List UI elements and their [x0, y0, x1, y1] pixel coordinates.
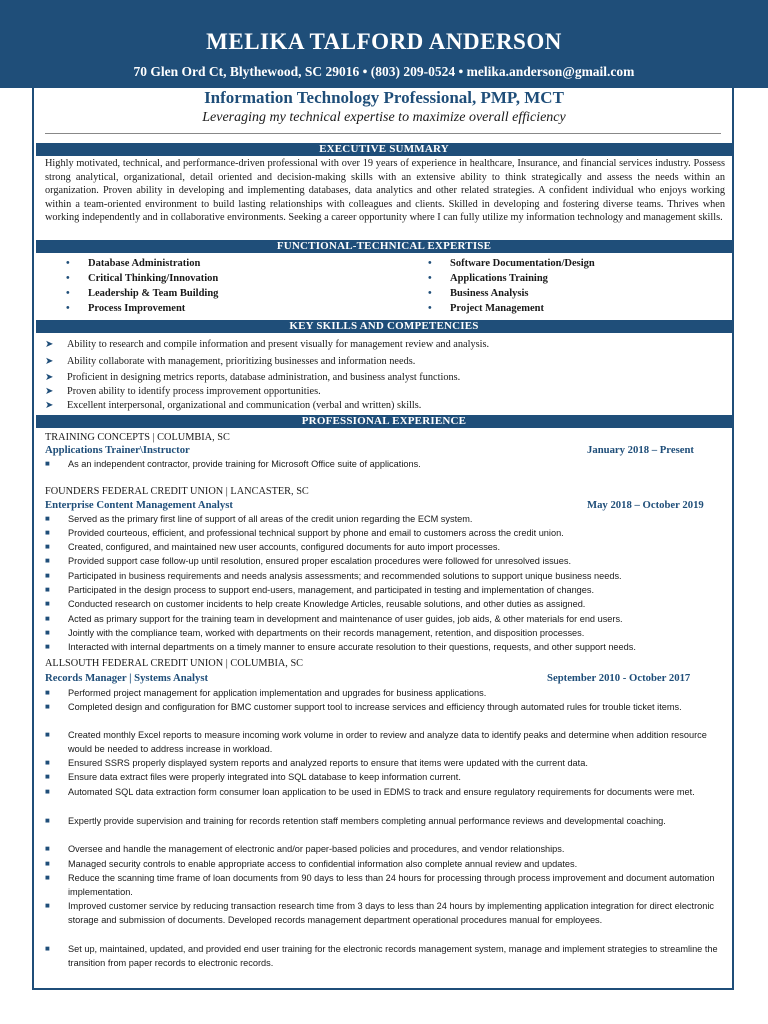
job-bullet: ■ Expertly provide supervision and training for records retention staff members completing annual performance reviews and developmental coaching.	[45, 814, 721, 828]
job-bullet: ■ Reduce the scanning time frame of loan documents from 90 days to less than 24 hours for processing through process improvement and document automation implementation.	[45, 873, 715, 898]
bullet-icon: •	[428, 288, 432, 299]
job-dates: September 2010 - October 2017	[547, 672, 691, 684]
section-header-expertise: FUNCTIONAL-TECHNICAL EXPERTISE	[36, 240, 732, 253]
square-bullet-icon: ■	[45, 528, 50, 537]
skill-item: ➤ Ability to research and compile information and present visually for management review and analysis.	[45, 339, 490, 350]
square-bullet-icon: ■	[45, 944, 50, 953]
square-bullet-icon: ■	[45, 844, 50, 853]
job-bullet: ■ Provided courteous, efficient, and professional technical support by phone and email to customers across the credit union.	[45, 526, 721, 540]
square-bullet-icon: ■	[45, 585, 50, 594]
job-company: TRAINING CONCEPTS | COLUMBIA, SC	[45, 432, 230, 443]
job-company: FOUNDERS FEDERAL CREDIT UNION | LANCASTER, SC	[45, 486, 309, 497]
square-bullet-icon: ■	[45, 642, 50, 651]
expertise-item: • Project Management	[428, 303, 544, 314]
square-bullet-icon: ■	[45, 614, 50, 623]
square-bullet-icon: ■	[45, 859, 50, 868]
arrow-bullet-icon: ➤	[45, 356, 54, 367]
contact-line: 70 Glen Ord Ct, Blythewood, SC 29016 • (803) 209-0524 • melika.anderson@gmail.com	[133, 64, 635, 79]
expertise-item: • Critical Thinking/Innovation	[66, 273, 219, 284]
expertise-item: • Business Analysis	[428, 288, 529, 299]
square-bullet-icon: ■	[45, 571, 50, 580]
bullet-icon: •	[428, 303, 432, 314]
skill-item: ➤ Ability collaborate with management, prioritizing businesses and information needs.	[45, 356, 416, 367]
expertise-item: • Database Administration	[66, 258, 201, 269]
job-company: ALLSOUTH FEDERAL CREDIT UNION | COLUMBIA, SC	[45, 658, 304, 669]
job-role: Applications Trainer\Instructor	[45, 444, 190, 456]
expertise-item: • Leadership & Team Building	[66, 288, 219, 299]
square-bullet-icon: ■	[45, 787, 50, 796]
job-bullet: ■ Participated in business requirements and needs analysis assessments; and recommended solutions to support unique business needs.	[45, 569, 721, 583]
job-bullet: ■ Ensured SSRS properly displayed system reports and analyzed reports to ensure that items were updated with the current data.	[45, 756, 721, 770]
expertise-item: • Software Documentation/Design	[428, 258, 595, 269]
job-bullet: ■ Jointly with the compliance team, worked with departments on their records management, retention, and disposition processes.	[45, 626, 721, 640]
job-bullet: ■ Set up, maintained, updated, and provided end user training for the electronic records management system, manage and implement strategies to streamline the transition from paper records to electronic records.	[45, 944, 718, 969]
professional-title: Information Technology Professional, PMP, MCT	[204, 88, 564, 107]
title-divider	[45, 133, 721, 134]
arrow-bullet-icon: ➤	[45, 400, 54, 411]
job-bullet: ■ Interacted with internal departments on a timely manner to ensure accurate resolution to their questions, requests, and other support needs.	[45, 640, 721, 654]
job-dates: May 2018 – October 2019	[587, 499, 704, 511]
job-bullet: ■ Created monthly Excel reports to measure incoming work volume in order to review and analyze data to identify peaks and determine when addition resource would be needed to address increase in workload.	[45, 730, 707, 755]
job-role: Records Manager | Systems Analyst	[45, 672, 209, 684]
job-dates: January 2018 – Present	[587, 444, 694, 456]
section-header-summary: EXECUTIVE SUMMARY	[36, 143, 732, 156]
square-bullet-icon: ■	[45, 873, 50, 882]
job-bullet: ■ Served as the primary first line of support of all areas of the credit union regarding the ECM system.	[45, 512, 721, 526]
job-bullet: ■ Improved customer service by reducing transaction research time from 3 days to less than 24 hours by implementing application integration for direct electronic storage and submission of documents. Developed records management department operational procedures manual for employees.	[45, 901, 714, 926]
skill-item: ➤ Proven ability to identify process improvement opportunities.	[45, 386, 321, 397]
job-bullet: ■ Managed security controls to enable appropriate access to confidential information also complete annual review and updates.	[45, 857, 721, 871]
square-bullet-icon: ■	[45, 702, 50, 711]
expertise-item: • Process Improvement	[66, 303, 186, 314]
arrow-bullet-icon: ➤	[45, 372, 54, 383]
job-bullet: ■ Participated in the design process to support end-users, management, and participated in testing and implementation of changes.	[45, 583, 721, 597]
summary-text: Highly motivated, technical, and performance-driven professional with over 19 years of experience in healthcare, Insurance, and financial services industry. Possess strong analytical, organizational, detail oriented and decision-making skills with an extensive ability to think strategically and assess the needs within an organization. Proven ability in developing and implementing databases, data analytics and other related strategies. A confident individual who enjoys working within a team-oriented environment to build lasting relationships with colleagues and clients. Skilled in developing and fostering diverse teams. Thrives when working independently and in collaborative environments. Seeking a career opportunity where I can fully utilize my information technology and management skills.	[45, 158, 725, 224]
bullet-icon: •	[66, 303, 70, 314]
resume-header	[0, 0, 768, 88]
job-bullet: ■ Provided support case follow-up until resolution, ensured proper escalation procedures were followed for unresolved issues.	[45, 554, 721, 568]
square-bullet-icon: ■	[45, 901, 50, 910]
bullet-icon: •	[66, 288, 70, 299]
job-bullet: ■ Conducted research on customer incidents to help create Knowledge Articles, reusable solutions, and other duties as assigned.	[45, 597, 721, 611]
job-bullet: ■ Performed project management for application implementation and upgrades for business applications.	[45, 686, 721, 700]
square-bullet-icon: ■	[45, 628, 50, 637]
bullet-icon: •	[66, 273, 70, 284]
square-bullet-icon: ■	[45, 556, 50, 565]
expertise-item: • Applications Training	[428, 273, 548, 284]
skill-item: ➤ Excellent interpersonal, organizational and communication (verbal and written) skills.	[45, 400, 422, 411]
job-bullet: ■ Ensure data extract files were properly integrated into SQL database to keep information current.	[45, 770, 721, 784]
job-bullet: ■ Created, configured, and maintained new user accounts, configured documents for auto import processes.	[45, 540, 721, 554]
arrow-bullet-icon: ➤	[45, 386, 54, 397]
candidate-name: MELIKA TALFORD ANDERSON	[206, 29, 562, 54]
square-bullet-icon: ■	[45, 599, 50, 608]
square-bullet-icon: ■	[45, 459, 50, 468]
bullet-icon: •	[428, 258, 432, 269]
square-bullet-icon: ■	[45, 542, 50, 551]
job-bullet: ■ Completed design and configuration for BMC customer support tool to increase services and efficiency through automated rules for trouble ticket items.	[45, 700, 721, 714]
job-bullet: ■ Oversee and handle the management of electronic and/or paper-based policies and procedures, and vendor relationships.	[45, 842, 721, 856]
bullet-icon: •	[428, 273, 432, 284]
job-bullet: ■ As an independent contractor, provide training for Microsoft Office suite of applications.	[45, 457, 721, 471]
professional-tagline: Leveraging my technical expertise to maximize overall efficiency	[202, 110, 566, 125]
job-bullet: ■ Automated SQL data extraction form consumer loan application to be used in EDMS to track and ensure regulatory requirements for documents were met.	[45, 785, 721, 799]
arrow-bullet-icon: ➤	[45, 339, 54, 350]
square-bullet-icon: ■	[45, 772, 50, 781]
square-bullet-icon: ■	[45, 758, 50, 767]
bullet-icon: •	[66, 258, 70, 269]
square-bullet-icon: ■	[45, 730, 50, 739]
job-bullet: ■ Acted as primary support for the training team in development and maintenance of user guides, job aids, & other materials for end users.	[45, 612, 721, 626]
square-bullet-icon: ■	[45, 816, 50, 825]
job-role: Enterprise Content Management Analyst	[45, 499, 233, 511]
section-header-experience: PROFESSIONAL EXPERIENCE	[36, 415, 732, 428]
section-header-skills: KEY SKILLS AND COMPETENCIES	[36, 320, 732, 333]
skill-item: ➤ Proficient in designing metrics reports, database administration, and business analyst functions.	[45, 372, 461, 383]
square-bullet-icon: ■	[45, 514, 50, 523]
square-bullet-icon: ■	[45, 688, 50, 697]
